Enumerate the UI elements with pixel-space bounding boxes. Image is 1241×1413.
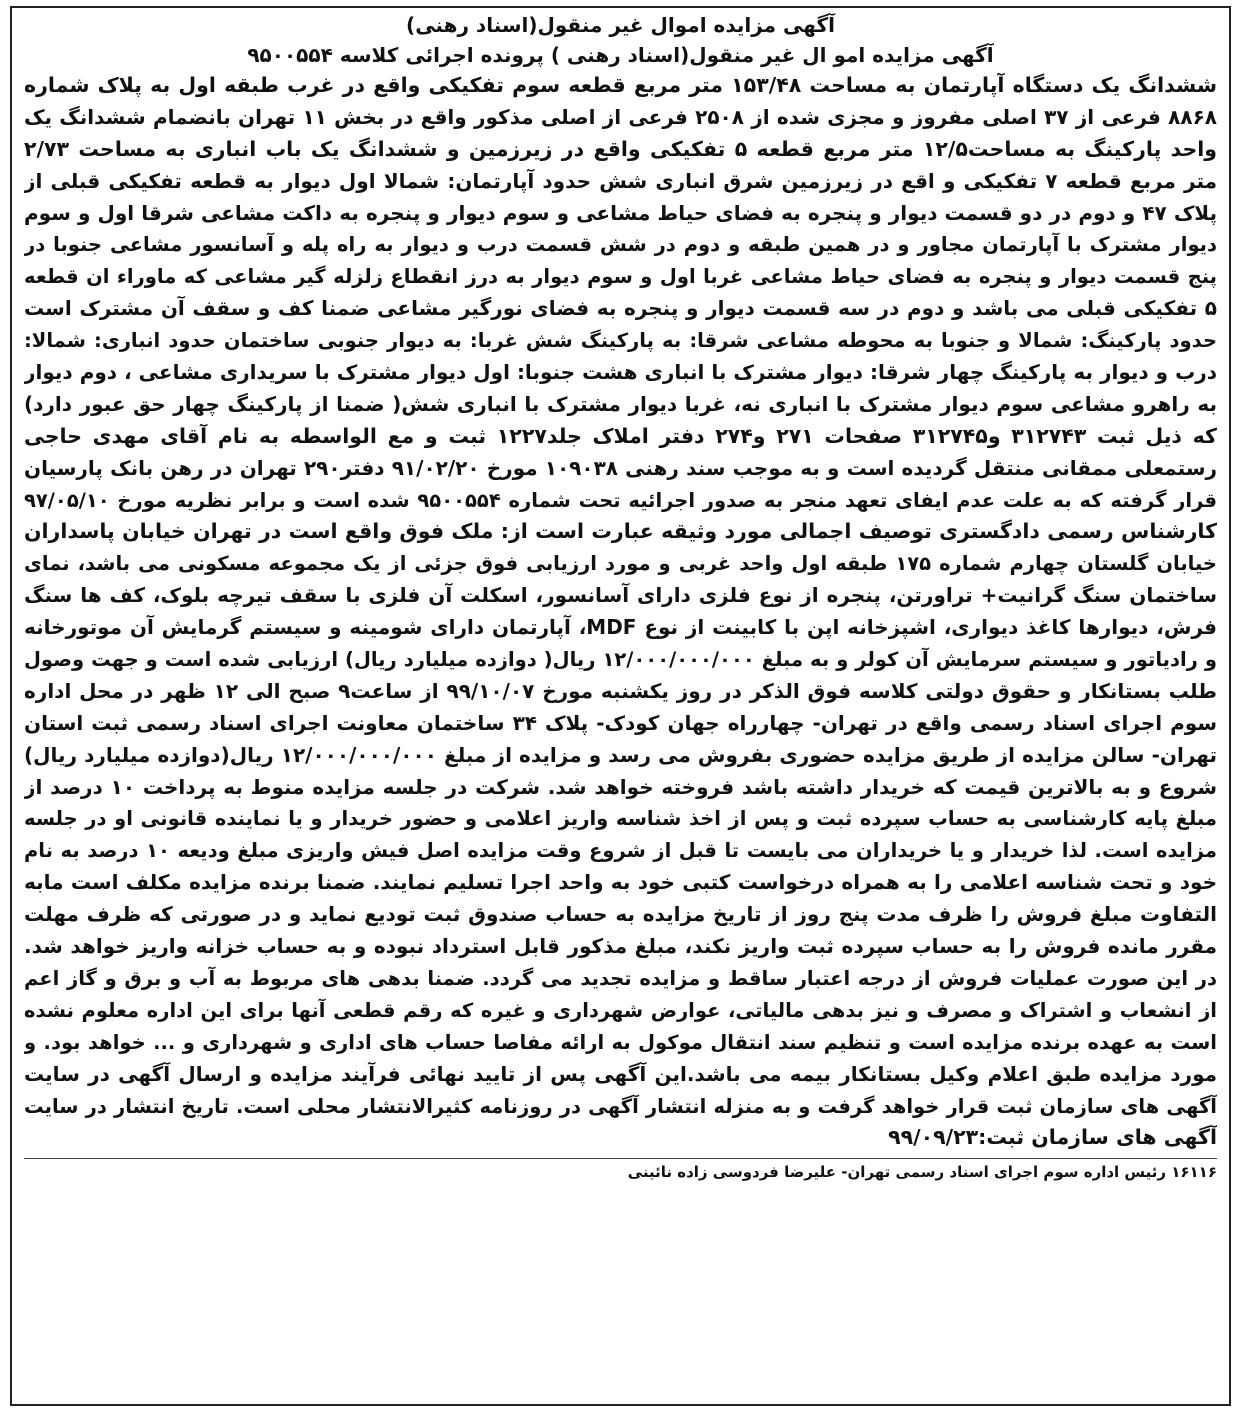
notice-body-line: واحد پارکینگ به مساحت۱۲/۵ متر مربع قطعه ۵ تفکیکی واقع در زیرزمین و ششدانگ یک باب انباری به مساحت ۲/۷۳	[24, 136, 1217, 161]
notice-body-line: خیابان گلستان چهارم شماره ۱۷۵ طبقه اول واحد غربی و مورد ارزیابی فوق جزئی از یک مجموعه مسکونی می باشد، نمای	[24, 552, 1217, 576]
notice-body-line: متر مربع قطعه ۷ تفکیکی و اقع در زیرزمین شرق انباری شش حدود آپارتمان: شمالا اول دیوار به قطعه تفکیکی قبلی از	[24, 168, 1217, 193]
notice-body-line: مزایده است. لذا خریدار و یا خریداران می بایست تا قبل از شروع وقت مزایده اصل فیش واریزی مبلغ ودیعه ۱۰ درصد به نام	[24, 839, 1217, 863]
notice-title: آگهی مزایده اموال غیر منقول(اسناد رهنی)	[406, 13, 835, 37]
notice-body-line: مورد مزایده طبق اعلام وکیل بستانکار بیمه می باشد.این آگهی پس از تایید نهائی فرآیند مزایده و ارسال آگهی در سایت	[24, 1061, 1217, 1086]
notice-subtitle: آگهی مزایده امو ال غیر منقول(اسناد رهنی ) پرونده اجرائی کلاسه ۹۵۰۰۵۵۴	[247, 43, 994, 67]
notice-body-line: پلاک ۴۷ و دوم در دو قسمت دیوار و پنجره به فضای حیاط مشاعی و سوم دیوار و پنجره به داکت مشاعی شرقا اول و سوم	[24, 200, 1217, 225]
notice-body-line: التفاوت مبلغ فروش را ظرف مدت پنج روز از تاریخ مزایده به حساب صندوق ثبت تودیع نماید و در صورتی که ظرف مهلت	[24, 902, 1217, 927]
notice-body-line: درب و دیوار به پارکینگ چهار شرقا: دیوار مشترک با انباری هشت جنوبا: اول دیوار مشترک با سریداری مشاعی ، دوم دیوار	[24, 360, 1217, 385]
notice-body-line: در این صورت عملیات فروش از درجه اعتبار ساقط و مزایده تجدید می گردد. ضمنا بدهی های مربوط به آب و برق و گاز اعم	[24, 966, 1217, 990]
notice-body-line: به راهرو مشاعی سوم دیوار مشترک با انباری نه، غربا دیوار مشترک با انباری شش( ضمنا از پارکینگ چهار حق عبور دارد)	[24, 391, 1217, 416]
notice-body-line: رستمعلی ممقانی منتقل گردیده است و به موجب سند رهنی ۱۰۹۰۳۸ مورخ ۹۱/۰۲/۲۰ دفتر۲۹۰ تهران در رهن بانک پارسیان	[24, 455, 1217, 480]
notice-body-line: پنج قسمت دیوار و پنجره به فضای حیاط مشاعی غربا اول و سوم دیوار به درز انقطاع زلزله گیر مشاعی که ماوراء ان قطعه	[24, 265, 1217, 289]
notice-body-line: ساختمان سنگ گرانیت+ تراورتن، پنجره از نوع فلزی دارای آسانسور، اسکلت آن فلزی با سقف تیرچه بلوک، کف ها سنگ	[24, 583, 1217, 608]
notice-body-line: ششدانگ یک دستگاه آپارتمان به مساحت ۱۵۳/۴۸ متر مربع قطعه سوم تفکیکی واقع در غرب طبقه اول به پلاک شماره	[24, 73, 1217, 97]
notice-body-line: کارشناس رسمی دادگستری توصیف اجمالی مورد وثیقه عبارت است از: ملک فوق واقع است در تهران خیابان پاسداران	[24, 519, 1217, 544]
notice-body-line: و رادیاتور و سیستم سرمایش آن کولر و به مبلغ ۱۲/۰۰۰/۰۰۰/۰۰۰ ریال( دوازده میلیارد ریال) ارزیابی شده است و جهت وصول	[24, 648, 1217, 672]
notice-body-line: فرش، دیوارها کاغذ دیواری، اشپزخانه اپن با کابینت از نوع MDF، آپارتمان دارای شومینه و سیستم گرمایش آن موتورخانه	[24, 615, 1217, 640]
notice-body-line: مقرر مانده فروش را به حساب سپرده ثبت واریز نکند، مبلغ مذکور قابل استرداد نبوده و به حساب خزانه واریز خواهد شد.	[24, 934, 1217, 959]
notice-body-line: از انشعاب و اشتراک و مصرف و نیز بدهی مالیاتی، عوارض شهرداری و غیره که رقم قطعی آنها برای این اداره معلوم نشده	[24, 998, 1217, 1022]
notice-body-line: دیوار مشترک با آپارتمان مجاور و در همین طبقه و دوم در شش قسمت درب و دیوار به راه پله و آسانسور مشاعی جنوبا در	[24, 233, 1217, 257]
notice-body-line: است به عهده برنده مزایده است و تنظیم سند انتقال موکول به ارائه مفاصا حساب های اداری و شهرداری و ... خواهد بود. و	[24, 1030, 1217, 1054]
notice-body-line: که ذیل ثبت ۳۱۲۷۴۳ و۳۱۲۷۴۵ صفحات ۲۷۱ و۲۷۴ دفتر املاک جلد۱۲۲۷ ثبت و مع الواسطه به نام آقای مهدی حاجی	[24, 423, 1217, 448]
auction-notice	[10, 6, 1231, 1406]
notice-body-line: شروع و به بالاترین قیمت که خریدار داشته باشد فروخته خواهد شد. شرکت در جلسه مزایده منوط به پرداخت ۱۰ درصد از	[24, 774, 1217, 799]
notice-body-line: تهران- سالن مزایده از طریق مزایده حضوری بفروش می رسد و مزایده از مبلغ ۱۲/۰۰۰/۰۰۰/۰۰۰ ریال(دوازده میلیارد ریال)	[24, 742, 1217, 767]
notice-body-line: ۸۸۶۸ فرعی از ۳۷ اصلی مفروز و مجزی شده از ۲۵۰۸ فرعی از اصلی مذکور واقع در بخش ۱۱ تهران بانضمام ششدانگ یک	[24, 104, 1217, 129]
notice-body	[24, 70, 1217, 1154]
notice-footer-signature: ۱۶۱۱۶ رئیس اداره سوم اجرای اسناد رسمی تهران- علیرضا فردوسی زاده نائینی	[24, 1158, 1217, 1182]
notice-body-line: آگهی های سازمان ثبت قرار خواهد گرفت و به منزله انتشار آگهی در روزنامه کثیرالانتشار محلی است. تاریخ انتشار در سایت	[24, 1094, 1217, 1118]
notice-body-line: ۵ تفکیکی قبلی می باشد و دوم در سه قسمت دیوار و پنجره به فضای نورگیر مشاعی ضمنا کف و سقف آن مشترک است	[24, 296, 1217, 321]
notice-body-line: مبلغ پایه کارشناسی به حساب سپرده ثبت و پس از اخذ شناسه واریز اعلامی و حضور خریدار و یا نماینده قانونی او در جلسه	[24, 807, 1217, 831]
notice-body-line: خود و تحت شناسه اعلامی را به همراه درخواست کتبی خود به واحد اجرا تسلیم نمایند. ضمنا برنده مزایده مکلف است مابه	[24, 870, 1217, 895]
notice-body-line: حدود پارکینگ: شمالا و جنوبا به محوطه مشاعی شرقا: به پارکینگ شش غربا: به دیوار جنوبی ساختمان حدود انباری: شمالا:	[24, 329, 1217, 353]
notice-body-line: طلب بستانکار و حقوق دولتی کلاسه فوق الذکر در روز یکشنبه مورخ ۹۹/۱۰/۰۷ از ساعت۹ صبح الی ۱۲ ظهر در محل اداره	[24, 678, 1217, 703]
notice-body-line: سوم اجرای اسناد رسمی واقع در تهران- چهارراه جهان کودک- پلاک ۳۴ ساختمان معاونت اجرای اسناد رسمی ثبت استان	[24, 710, 1217, 735]
notice-body-line: آگهی های سازمان ثبت:۹۹/۰۹/۲۳	[888, 1125, 1217, 1150]
notice-body-line: قرار گرفته که به علت عدم ایفای تعهد منجر به صدور اجرائیه تحت شماره ۹۵۰۰۵۵۴ شده است و برابر نظریه مورخ ۹۷/۰۵/۱۰	[24, 488, 1217, 512]
